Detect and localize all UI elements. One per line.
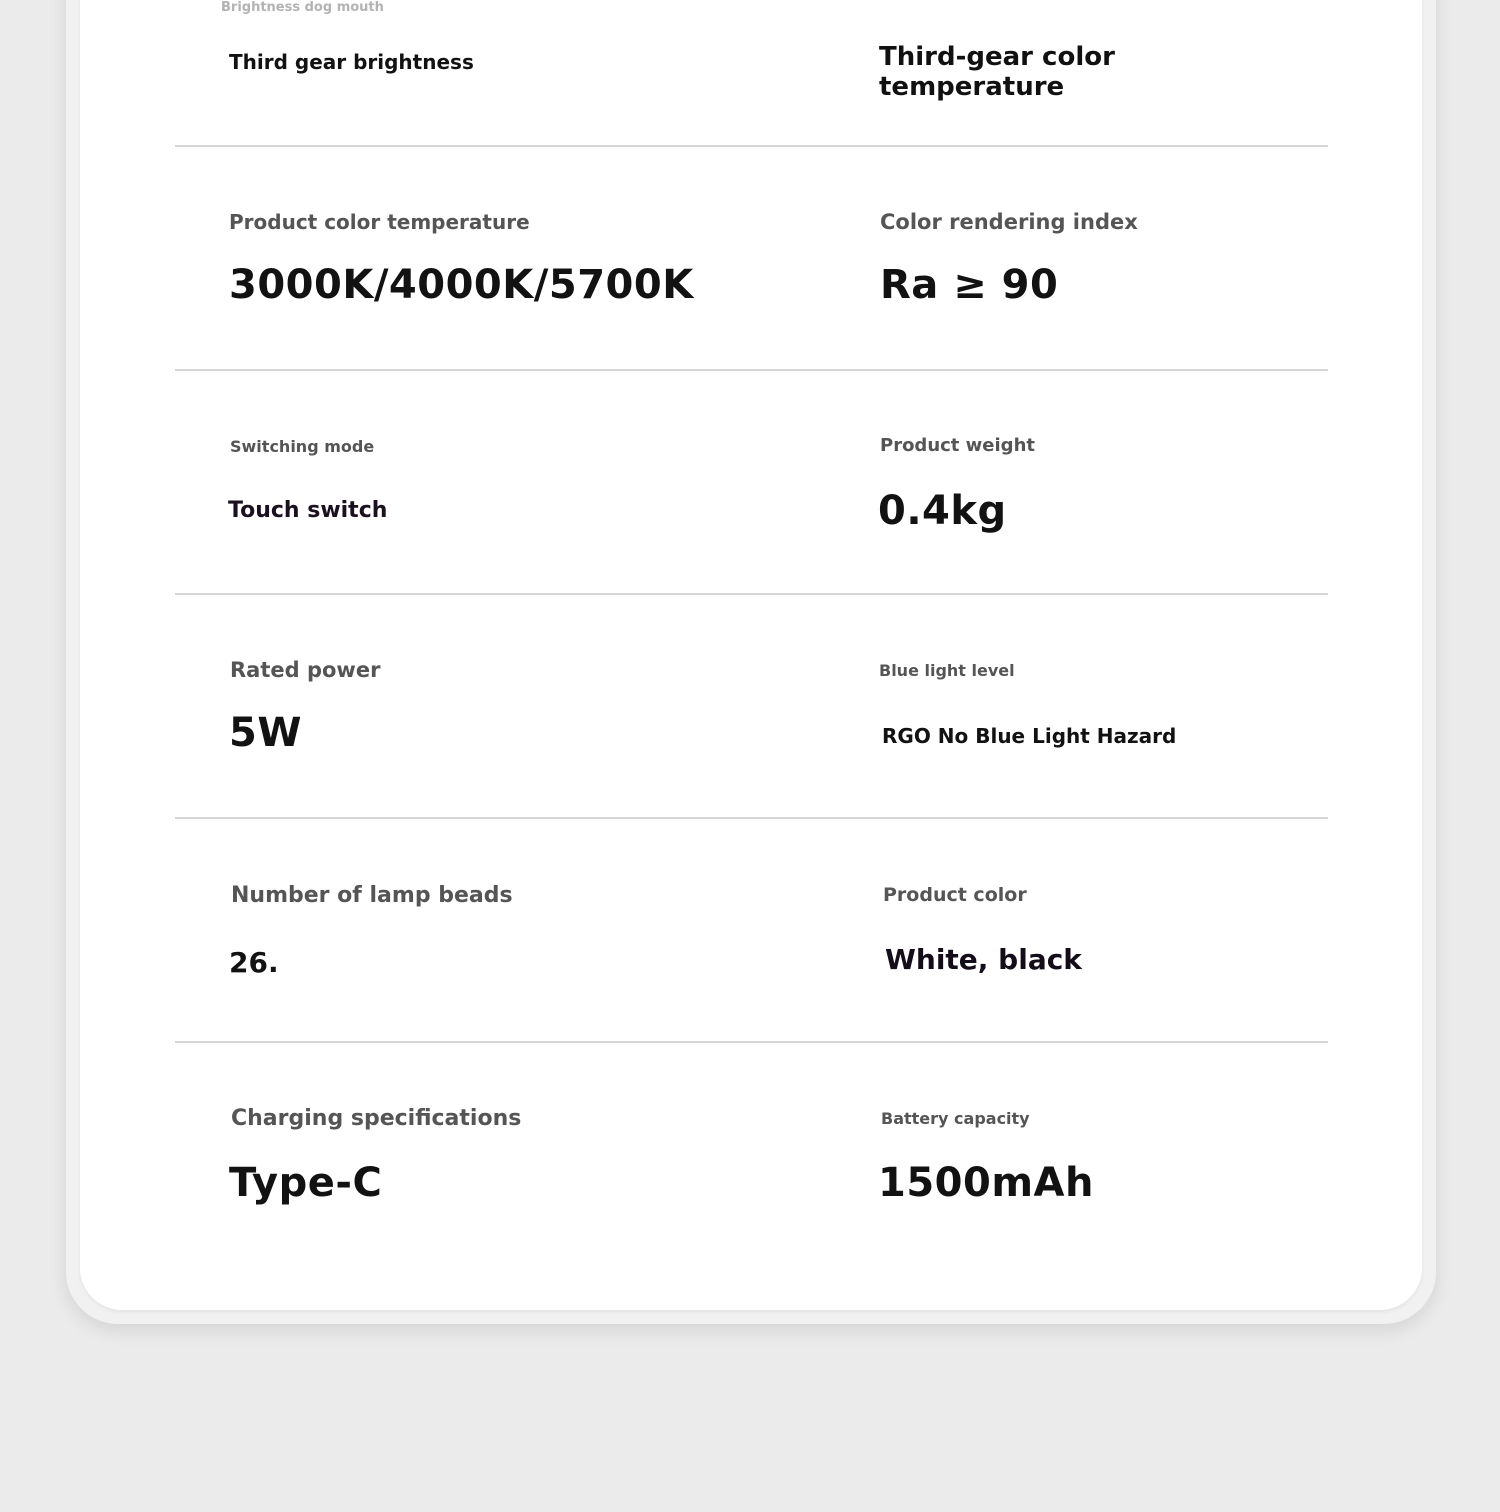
spec-value-brightness: Third gear brightness [229, 50, 474, 74]
spec-value-rated-power: 5W [229, 710, 302, 756]
spec-label-rated-power: Rated power [230, 658, 381, 682]
spec-label-blue-light-level: Blue light level [879, 661, 1015, 680]
spec-value-blue-light-level: RGO No Blue Light Hazard [882, 724, 1177, 748]
spec-label-switching-mode: Switching mode [230, 437, 375, 456]
spec-value-product-weight: 0.4kg [878, 488, 1007, 534]
spec-label-battery-capacity: Battery capacity [881, 1109, 1030, 1128]
spec-value-product-color: White, black [885, 943, 1082, 976]
spec-label-charging-specifications: Charging specifications [231, 1106, 522, 1131]
spec-label-product-weight: Product weight [880, 435, 1035, 456]
spec-label-color-temperature: Product color temperature [229, 210, 530, 234]
spec-value-charging-specifications: Type-C [229, 1160, 383, 1206]
spec-value-color-temperature-gears: Third-gear color temperature [879, 42, 1115, 102]
spec-label-product-color: Product color [883, 884, 1027, 906]
spec-value-switching-mode: Touch switch [228, 498, 388, 523]
row-divider [175, 145, 1328, 147]
row-divider [175, 1041, 1328, 1043]
row-divider [175, 817, 1328, 819]
top-caption: Brightness dog mouth [221, 0, 384, 15]
spec-value-lamp-beads: 26. [229, 946, 279, 979]
spec-label-color-rendering-index: Color rendering index [880, 210, 1138, 234]
row-divider [175, 593, 1328, 595]
spec-value-color-temperature: 3000K/4000K/5700K [229, 262, 694, 308]
spec-value-battery-capacity: 1500mAh [878, 1160, 1094, 1206]
spec-value-color-rendering-index: Ra ≥ 90 [880, 262, 1059, 308]
row-divider [175, 369, 1328, 371]
spec-label-lamp-beads: Number of lamp beads [231, 883, 513, 908]
